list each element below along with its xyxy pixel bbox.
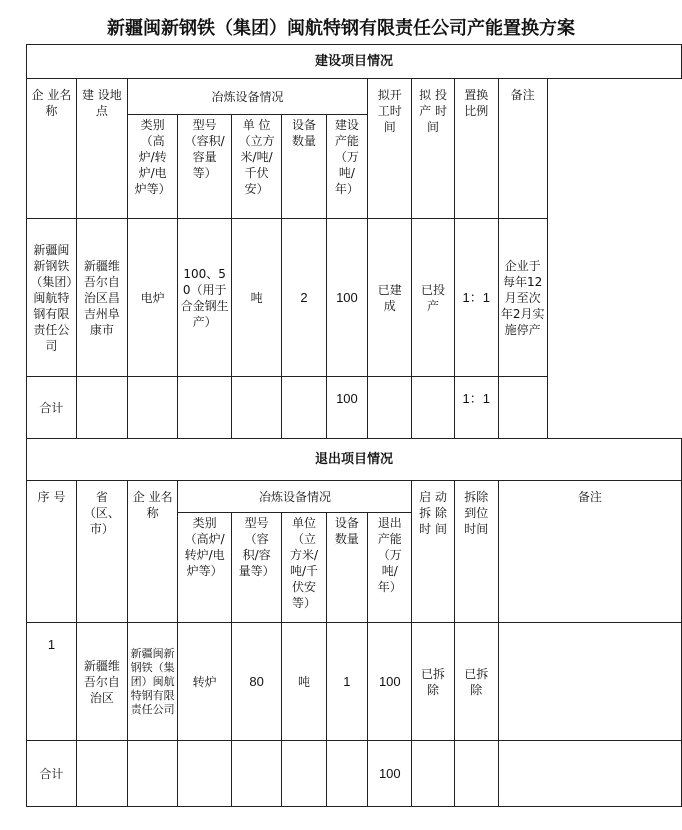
build-header-plan-start: 拟开工时间 bbox=[368, 79, 412, 219]
exit-total-label: 合计 bbox=[27, 741, 77, 807]
build-header-plan-prod: 拟 投产 时间 bbox=[412, 79, 454, 219]
exit-header-start-demolish: 启 动拆 除时 间 bbox=[412, 481, 454, 623]
exit-total-empty bbox=[127, 741, 178, 807]
build-total-empty bbox=[76, 377, 127, 439]
exit-row-count: 1 bbox=[326, 623, 368, 741]
exit-total-empty bbox=[76, 741, 127, 807]
exit-header-unit: 单位（立方米/吨/千伏安等） bbox=[282, 513, 326, 623]
build-total-ratio: 1：1 bbox=[454, 377, 498, 439]
build-header-capacity: 建设产能（万吨/年） bbox=[326, 115, 368, 219]
build-total-capacity: 100 bbox=[326, 377, 368, 439]
exit-header-capacity: 退出产能（万吨/年） bbox=[368, 513, 412, 623]
build-header-equipment-group: 冶炼设备情况 bbox=[127, 79, 367, 115]
exit-row-remark bbox=[498, 623, 681, 741]
build-header-unit: 单 位（立方米/吨/千伏安） bbox=[231, 115, 282, 219]
exit-header-demolish-done: 拆除到位时间 bbox=[454, 481, 498, 623]
exit-total-empty bbox=[178, 741, 231, 807]
exit-header-remark: 备注 bbox=[498, 481, 681, 623]
exit-row-demolish-done: 已拆除 bbox=[454, 623, 498, 741]
build-row-company: 新疆闽新钢铁（集团）闽航特钢有限责任公司 bbox=[27, 219, 77, 377]
exit-header-count: 设备数量 bbox=[326, 513, 368, 623]
build-row-remark: 企业于每年12月至次年2月实施停产 bbox=[498, 219, 547, 377]
build-header-model: 型号（容积/容量等） bbox=[178, 115, 231, 219]
exit-total-empty bbox=[231, 741, 282, 807]
exit-total-empty bbox=[282, 741, 326, 807]
exit-row-start-demolish: 已拆除 bbox=[412, 623, 454, 741]
exit-row-category: 转炉 bbox=[178, 623, 231, 741]
build-row-ratio: 1：1 bbox=[454, 219, 498, 377]
build-total-empty bbox=[127, 377, 178, 439]
build-total-empty bbox=[231, 377, 282, 439]
exit-header-category: 类别（高炉/转炉/电炉等） bbox=[178, 513, 231, 623]
build-row-capacity: 100 bbox=[326, 219, 368, 377]
exit-row-capacity: 100 bbox=[368, 623, 412, 741]
exit-header-company: 企 业名称 bbox=[127, 481, 178, 623]
exit-header-seq: 序 号 bbox=[27, 481, 77, 623]
build-header-ratio: 置换比例 bbox=[454, 79, 498, 219]
build-total-empty bbox=[368, 377, 412, 439]
capacity-replacement-table bbox=[26, 44, 682, 807]
exit-row-unit: 吨 bbox=[282, 623, 326, 741]
exit-header-equipment-group: 冶炼设备情况 bbox=[178, 481, 412, 513]
build-row-unit: 吨 bbox=[231, 219, 282, 377]
exit-row-province: 新疆维吾尔自治区 bbox=[76, 623, 127, 741]
exit-total-empty bbox=[326, 741, 368, 807]
build-row-plan-prod: 已投产 bbox=[412, 219, 454, 377]
exit-header-province: 省（区、市） bbox=[76, 481, 127, 623]
build-total-empty bbox=[498, 377, 547, 439]
exit-total-empty bbox=[412, 741, 454, 807]
build-row-count: 2 bbox=[282, 219, 326, 377]
build-row-location: 新疆维吾尔自治区昌吉州阜康市 bbox=[76, 219, 127, 377]
build-total-empty bbox=[412, 377, 454, 439]
exit-section-title: 退出项目情况 bbox=[27, 439, 682, 481]
build-total-empty bbox=[282, 377, 326, 439]
exit-total-empty bbox=[454, 741, 498, 807]
build-header-company: 企 业名 称 bbox=[27, 79, 77, 219]
build-header-remark: 备注 bbox=[498, 79, 547, 219]
build-total-empty bbox=[178, 377, 231, 439]
exit-row-model: 80 bbox=[231, 623, 282, 741]
build-row-model: 100、50（用于合金钢生产） bbox=[178, 219, 231, 377]
build-total-label: 合计 bbox=[27, 377, 77, 439]
build-row-category: 电炉 bbox=[127, 219, 178, 377]
exit-row-seq: 1 bbox=[27, 623, 77, 741]
exit-header-model: 型号（容积/容量等） bbox=[231, 513, 282, 623]
build-header-count: 设备数量 bbox=[282, 115, 326, 219]
build-section-title: 建设项目情况 bbox=[27, 45, 682, 79]
exit-total-capacity: 100 bbox=[368, 741, 412, 807]
document-title: 新疆闽新钢铁（集团）闽航特钢有限责任公司产能置换方案 bbox=[107, 18, 575, 39]
build-header-category: 类别（高炉/转炉/电炉等） bbox=[127, 115, 178, 219]
build-row-plan-start: 已建成 bbox=[368, 219, 412, 377]
build-header-location: 建 设地 点 bbox=[76, 79, 127, 219]
exit-row-company: 新疆闽新钢铁（集团）闽航特钢有限责任公司 bbox=[127, 623, 178, 741]
exit-total-empty bbox=[498, 741, 681, 807]
